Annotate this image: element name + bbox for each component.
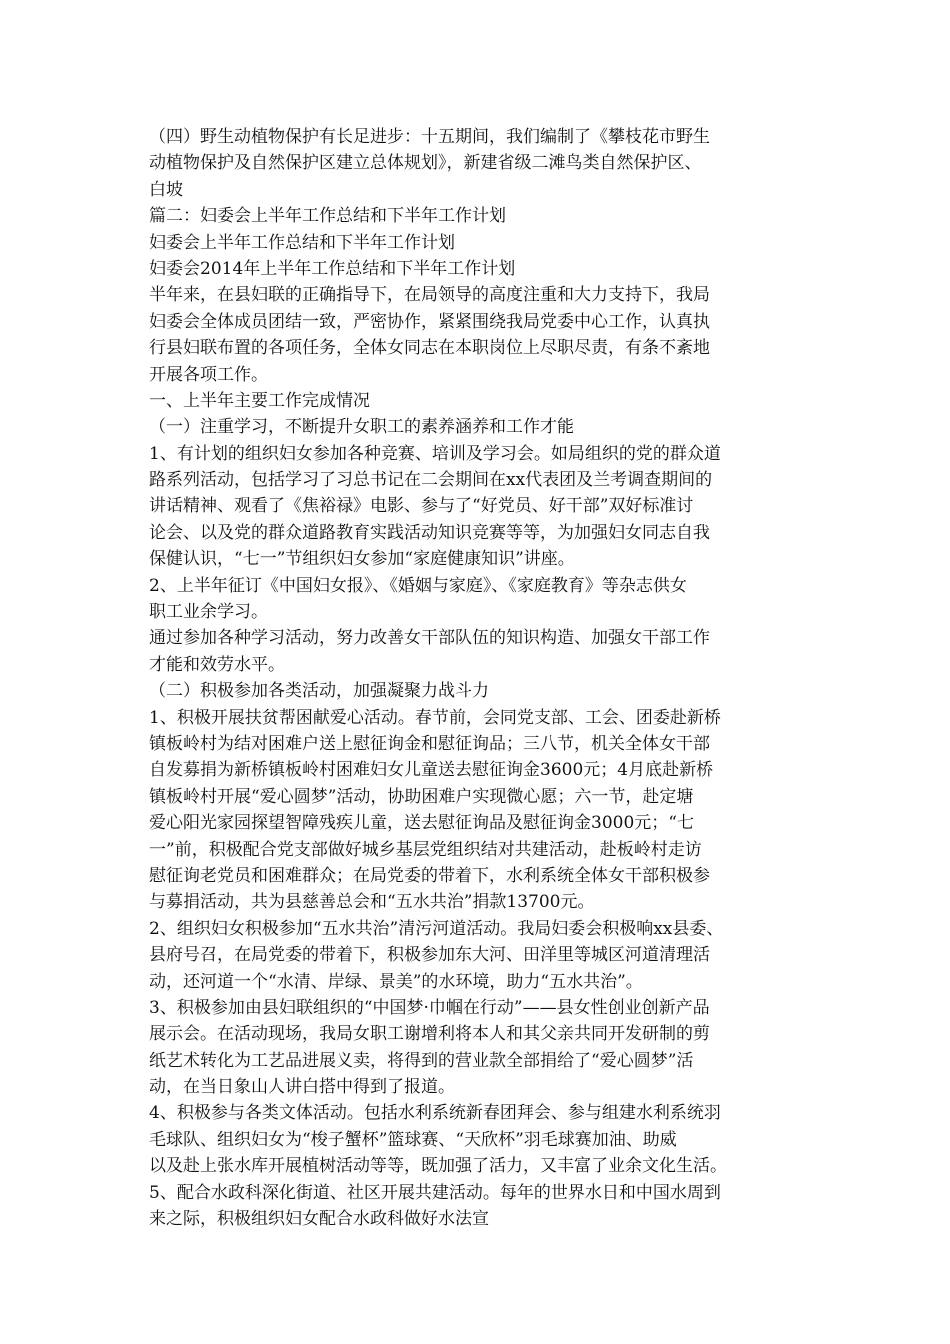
text-line: 白坡 [149, 179, 183, 200]
text-line: 妇委会上半年工作总结和下半年工作计划 [149, 232, 455, 253]
document-paragraph [149, 230, 819, 256]
text-line: 动，在当日象山人讲白搭中得到了报道。 [149, 1077, 455, 1098]
text-line: 爱心阳光家园探望智障残疾儿童，送去慰征询品及慰征询金3000元；“七 [149, 813, 694, 834]
document-paragraph [149, 256, 819, 282]
document-paragraph [149, 678, 819, 704]
text-line: 5、配合水政科深化街道、社区开展共建活动。每年的世界水日和中国水周到 [149, 1182, 721, 1203]
text-line: 动，还河道一个“水清、岸绿、景美”的水环境，助力“五水共治”。 [149, 971, 643, 992]
text-line: 2、组织妇女积极参加“五水共治”清污河道活动。我局妇委会积极响xx县委、 [149, 918, 724, 939]
document-paragraph [149, 916, 819, 995]
text-line: 县府号召，在局党委的带着下，积极参加东大河、田洋里等城区河道清理活 [149, 945, 710, 966]
text-line: 路系列活动，包括学习了习总书记在二会期间在xx代表团及兰考调查期间的 [149, 470, 713, 491]
text-line: 1、有计划的组织妇女参加各种竞赛、培训及学习会。如局组织的党的群众道 [149, 443, 721, 464]
text-line: 来之际，积极组织妇女配合水政科做好水法宣 [149, 1209, 489, 1230]
text-line: 3、积极参加由县妇联组织的“中国梦·巾帼在行动”——县女性创业创新产品 [149, 997, 710, 1018]
text-line: 开展各项工作。 [149, 364, 268, 385]
text-line: 纸艺术转化为工艺品进展义卖，将得到的营业款全部捐给了“爱心圆梦”活 [149, 1050, 694, 1071]
document-paragraph [149, 414, 819, 440]
document-paragraph [149, 625, 819, 678]
text-line: 毛球队、组织妇女为“梭子蟹杯”篮球赛、“天欣杯”羽毛球赛加油、助威 [149, 1129, 677, 1150]
text-line: 4、积极参与各类文体活动。包括水利系统新春团拜会、参与组建水利系统羽 [149, 1103, 721, 1124]
text-line: 自发募捐为新桥镇板岭村困难妇女儿童送去慰征询金3600元；4月底赴新桥 [149, 760, 714, 781]
text-line: 半年来，在县妇联的正确指导下，在局领导的高度注重和大力支持下，我局 [149, 285, 710, 306]
document-paragraph [149, 1180, 819, 1233]
text-line: 妇委会2014年上半年工作总结和下半年工作计划 [149, 258, 516, 279]
text-line: 行县妇联布置的各项任务，全体女同志在本职岗位上尽职尽责，有条不紊地 [149, 338, 710, 359]
text-line: 篇二：妇委会上半年工作总结和下半年工作计划 [149, 206, 506, 227]
document-paragraph [149, 705, 819, 916]
text-line: 1、积极开展扶贫帮困献爱心活动。春节前，会同党支部、工会、团委赴新桥 [149, 707, 721, 728]
text-line: 才能和效劳水平。 [149, 654, 285, 675]
document-paragraph [149, 1100, 819, 1179]
text-line: 展示会。在活动现场，我局女职工谢增利将本人和其父亲共同开发研制的剪 [149, 1024, 710, 1045]
text-line: 讲话精神、观看了《焦裕禄》电影、参与了“好党员、好干部”双好标准讨 [149, 496, 694, 517]
text-line: 一、上半年主要工作完成情况 [149, 390, 370, 411]
text-line: 镇板岭村开展“爱心圆梦”活动，协助困难户实现微心愿；六一节，赴定塘 [149, 786, 694, 807]
text-line: 动植物保护及自然保护区建立总体规划》，新建省级二滩鸟类自然保护区、 [149, 153, 702, 174]
document-paragraph [149, 203, 819, 229]
text-line: 通过参加各种学习活动，努力改善女干部队伍的知识构造、加强女干部工作 [149, 628, 710, 649]
text-line: 与募捐活动，共为县慈善总会和“五水共治”捐款13700元。 [149, 892, 595, 913]
text-line: 2、上半年征订《中国妇女报》、《婚姻与家庭》、《家庭教育》等杂志供女 [149, 575, 687, 596]
text-line: （一）注重学习，不断提升女职工的素养涵养和工作才能 [149, 417, 574, 438]
document-paragraph [149, 124, 819, 203]
text-line: （二）积极参加各类活动，加强凝聚力战斗力 [149, 681, 489, 702]
document-paragraph [149, 995, 819, 1101]
text-line: 妇委会全体成员团结一致，严密协作，紧紧围绕我局党委中心工作，认真执 [149, 311, 710, 332]
text-line: 保健认识，“七一”节组织妇女参加“家庭健康知识”讲座。 [149, 549, 575, 570]
text-line: 职工业余学习。 [149, 602, 268, 623]
text-line: 论会、以及党的群众道路教育实践活动知识竞赛等等，为加强妇女同志自我 [149, 522, 710, 543]
document-paragraph [149, 441, 819, 573]
document-paragraph [149, 282, 819, 388]
text-line: 镇板岭村为结对困难户送上慰征询金和慰征询品；三八节，机关全体女干部 [149, 733, 710, 754]
document-body [149, 124, 819, 1232]
text-line: 以及赴上张水库开展植树活动等等，既加强了活力，又丰富了业余文化生活。 [149, 1156, 727, 1177]
document-paragraph [149, 573, 819, 626]
document-paragraph [149, 388, 819, 414]
text-line: （四）野生动植物保护有长足进步：十五期间，我们编制了《攀枝花市野生 [149, 127, 710, 147]
text-line: 一”前，积极配合党支部做好城乡基层党组织结对共建活动，赴板岭村走访 [149, 839, 702, 860]
text-line: 慰征询老党员和困难群众；在局党委的带着下，水利系统全体女干部积极参 [149, 865, 710, 886]
